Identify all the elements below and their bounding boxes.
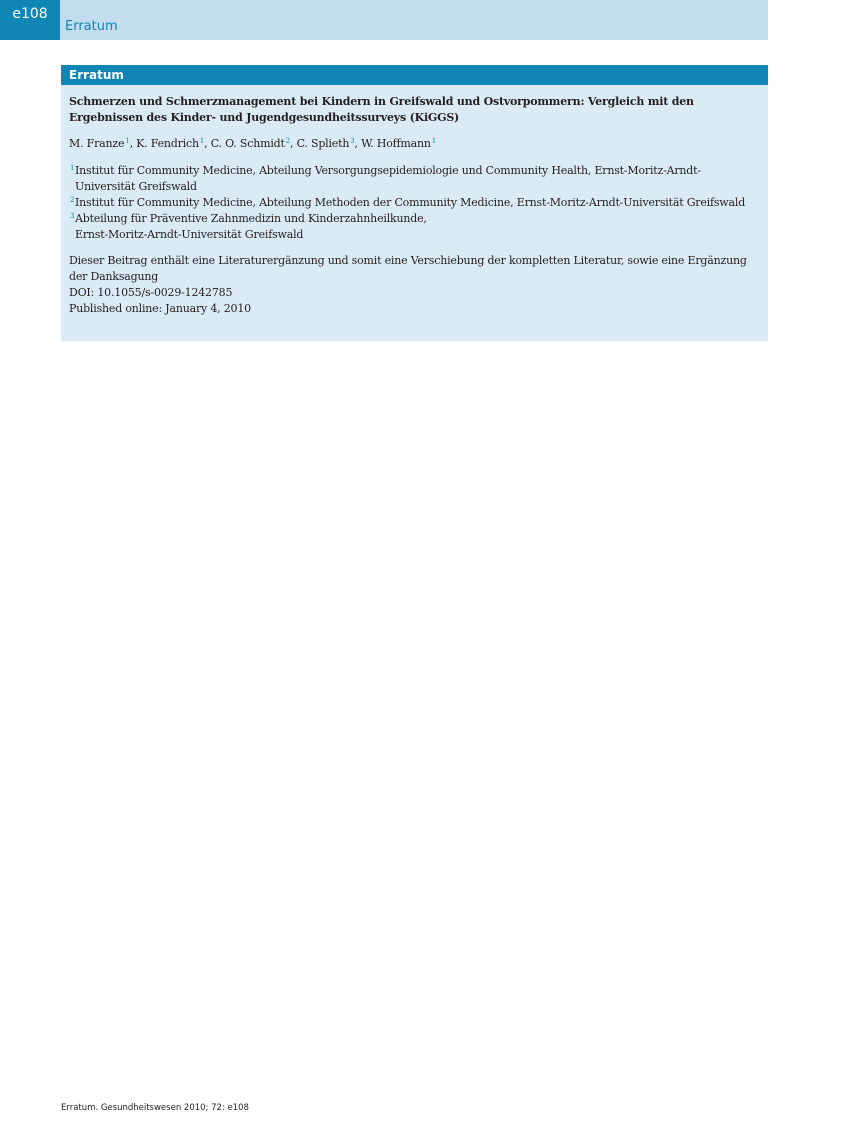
affiliation-number: 2 [70,196,75,204]
author-affiliation-mark: 1 [125,137,130,145]
author-affiliation-mark: 1 [431,137,437,145]
erratum-box-body [61,85,768,317]
note-text: Dieser Beitrag enthält eine Literaturergänzung und somit eine Verschiebung der kompletten Literatur, sowie eine Ergänzung der Danksagung [69,254,747,283]
affiliation-item [69,163,756,195]
affiliation-list [69,163,756,243]
erratum-note [69,253,756,317]
doi: DOI: 10.1055/s-0029-1242785 [69,286,233,299]
author-affiliation-mark: 3 [350,137,355,145]
section-title: Erratum [65,19,118,34]
affiliation-item [69,211,756,243]
page-number-text: e108 [12,6,48,22]
affiliation-text: Abteilung für Präventive Zahnmedizin und Kinderzahnheilkunde, [75,212,427,225]
page-number [0,0,60,40]
author: C. Splieth [296,137,350,150]
affiliation-number: 1 [70,164,75,172]
affiliation-item [69,195,756,211]
published-date: Published online: January 4, 2010 [69,302,251,315]
author-affiliation-mark: 1 [199,137,205,145]
erratum-box-heading: Erratum [61,65,768,85]
author-affiliation-mark: 2 [285,137,290,145]
affiliation-number: 3 [70,212,75,220]
article-title: Schmerzen und Schmerzmanagement bei Kindern in Greifswald und Ostvorpommern: Vergleich mit den Ergebnissen des Kinder- und Jugendgesundheitssurveys (KiGGS) [69,95,694,124]
author: K. Fendrich [136,137,199,150]
affiliation-text: Institut für Community Medicine, Abteilung Versorgungsepidemiologie und Community Health, Ernst-Moritz-Arndt-Universität Greifswald [75,164,701,193]
erratum-box [61,65,768,341]
author-list: M. Franze$^1$, K. Fendrich$^1$, C. O. Schmidt$^2$, C. Splieth$^3$, W. Hoffmann$^1$ [69,137,437,150]
affiliation-text: Institut für Community Medicine, Abteilung Methoden der Community Medicine, Ernst-Moritz-Arndt-Universität Greifswald [75,196,746,209]
author: M. Franze [69,137,125,150]
author: W. Hoffmann [361,137,431,150]
affiliation-text-continued: Ernst-Moritz-Arndt-Universität Greifswald [75,228,304,241]
footer-citation: Erratum. Gesundheitswesen 2010; 72: e108 [61,1103,249,1113]
author: C. O. Schmidt [210,137,285,150]
